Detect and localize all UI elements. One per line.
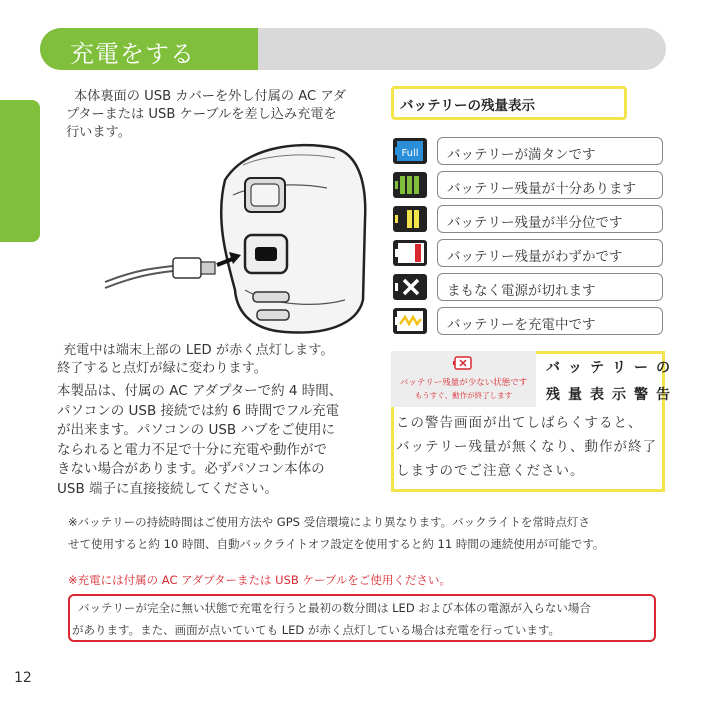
battery-row [437,171,663,199]
battery-half-icon [393,206,427,232]
battery-row-label: バッテリーが満タンです [447,147,596,163]
battery-row-label: バッテリー残量が半分位です [447,215,623,231]
battery-life-note [68,511,704,555]
warning-text-line: この警告画面が出てしばらくすると、 [396,415,643,431]
body-paragraph [57,382,342,499]
device-illustration [95,140,375,335]
intro-paragraph [66,88,346,142]
caution-box [68,594,656,642]
battery-low-icon [393,240,427,266]
charging-line: 終了すると点灯が緑に変わります。 [57,361,267,376]
battery-high-icon [393,172,427,198]
intro-line: プターまたは USB ケーブルを差し込み充電を [66,107,337,122]
battery-row [437,273,663,301]
page-number: 12 [14,670,32,686]
battery-empty-icon [393,274,427,300]
warning-text-line: しますのでご注意ください。 [396,463,585,479]
charging-caution: ※充電には付属の AC アダプターまたは USB ケーブルをご使用ください。 [68,573,451,587]
charging-line: 充電中は端末上部の LED が赤く点灯します。 [63,343,334,358]
warning-screen-line: もうすぐ、動作が終了します [414,391,513,400]
side-tab [0,100,40,242]
battery-row [437,137,663,165]
note-line: ※バッテリーの持続時間はご使用方法や GPS 受信環境により異なります。バックライトを常時点灯さ [68,515,590,529]
battery-charging-icon [393,308,427,334]
warning-text [396,411,662,483]
battery-row [437,239,663,267]
charging-paragraph [57,342,334,378]
warning-title: 残量表示警告 [546,387,678,403]
battery-row-label: まもなく電源が切れます [447,283,596,299]
battery-heading-box [391,86,627,120]
note-line: せて使用すると約 10 時間、自動バックライトオフ設定を使用すると約 11 時間の連続使用が可能です。 [68,537,605,551]
battery-row [437,307,663,335]
intro-line: 行います。 [66,125,131,140]
warning-text-line: バッテリー残量が無くなり、動作が終了 [396,439,657,455]
body-line: パソコンの USB 接続では約 6 時間でフル充電 [57,402,340,419]
warning-battery-icon [453,356,473,370]
caution-line: バッテリーが完全に無い状態で充電を行うと最初の数分間は LED および本体の電源が入らない場合 [78,601,591,615]
battery-row-label: バッテリー残量が十分あります [447,181,636,197]
battery-full-icon-text: Full [401,148,419,159]
body-line: が出来ます。パソコンの USB ハブをご使用に [57,422,335,438]
warning-title: バッテリーの [546,360,678,376]
warning-screen-line: バッテリー残量が少ない状態です [399,378,528,388]
battery-full-icon [393,138,427,164]
caution-line: があります。また、画面が点いていても LED が赤く点灯している場合は充電を行っています。 [72,623,560,637]
body-line: きない場合があります。必ずパソコン本体の [57,461,325,477]
intro-line: 本体裏面の USB カバーを外し付属の AC アダ [74,89,346,104]
battery-row-label: バッテリーを充電中です [447,317,596,333]
page-title: 充電をする [70,40,195,68]
warning-screen-image [391,351,536,407]
body-line: 本製品は、付属の AC アダプターで約 4 時間、 [57,383,343,399]
battery-heading: バッテリーの残量表示 [400,98,535,114]
body-line: USB 端子に直接接続してください。 [57,480,279,497]
battery-row-label: バッテリー残量がわずかです [447,249,623,265]
body-line: なられると電力不足で十分に充電や動作がで [57,441,327,458]
battery-row [437,205,663,233]
